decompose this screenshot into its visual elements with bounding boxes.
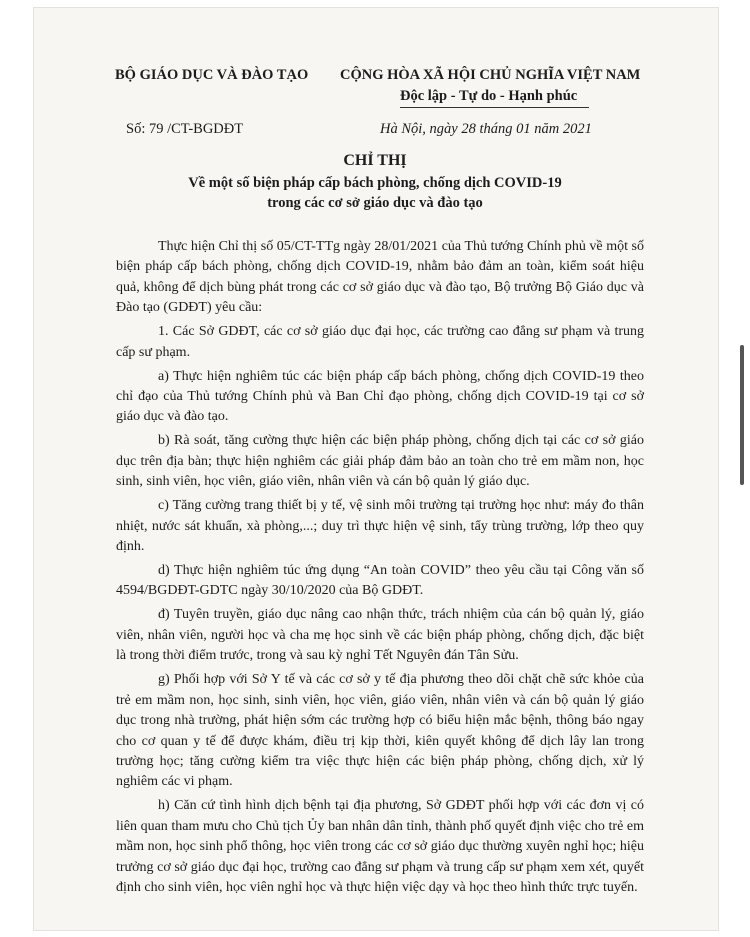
paragraph-item-b: b) Rà soát, tăng cường thực hiện các biện pháp phòng, chống dịch tại các cơ sở giáo dục trên địa bàn; thực hiện nghiêm các giải pháp đảm bảo an toàn cho trẻ em mầm non, học sinh, sinh viên, học viên, giáo viên, nhân viên và cán bộ quản lý giáo dục. <box>116 433 644 490</box>
paragraph-item-a: a) Thực hiện nghiêm túc các biện pháp cấp bách phòng, chống dịch COVID-19 theo chỉ đạo của Thủ tướng Chính phủ và Ban Chỉ đạo phòng, chống dịch COVID-19 tại cơ sở giáo dục và đào tạo. <box>116 368 644 425</box>
document-title: CHỈ THỊ <box>343 152 407 169</box>
paragraph-section-1: 1. Các Sở GDĐT, các cơ sở giáo dục đại học, các trường cao đẳng sư phạm và trung cấp sư phạm. <box>116 324 644 360</box>
scrollbar-thumb[interactable] <box>740 345 744 485</box>
paragraph-item-g: g) Phối hợp với Sở Y tế và các cơ sở y tế địa phương theo dõi chặt chẽ sức khỏe của trẻ em mầm non, học sinh, sinh viên, học viên, giáo viên, nhân viên và cán bộ quản lý giáo dục trong nhà trường, phát hiện sớm các trường hợp có biểu hiện mắc bệnh, thông báo ngay cho cơ quan y tế để được khám, điều trị kịp thời, kiên quyết không để dịch lây lan trong trường học; tăng cường kiểm tra việc thực hiện các biện pháp phòng, chống dịch, xử lý nghiêm các vi phạm. <box>116 672 644 790</box>
place-date: Hà Nội, ngày 28 tháng 01 năm 2021 <box>380 121 592 137</box>
document-body <box>116 237 644 902</box>
motto-underline <box>400 107 589 108</box>
paragraph-item-dd: đ) Tuyên truyền, giáo dục nâng cao nhận thức, trách nhiệm của cán bộ quản lý, giáo viên, nhân viên, người học và cha mẹ học sinh về các biện pháp phòng, chống dịch, đặc biệt là trong thời điểm trước, trong và sau kỳ nghỉ Tết Nguyên đán Tân Sửu. <box>116 607 644 664</box>
document-subtitle-line-2: trong các cơ sở giáo dục và đào tạo <box>267 195 483 211</box>
republic-name: CỘNG HÒA XÃ HỘI CHỦ NGHĨA VIỆT NAM <box>340 67 641 83</box>
national-motto: Độc lập - Tự do - Hạnh phúc <box>400 88 578 104</box>
ministry-name: BỘ GIÁO DỤC VÀ ĐÀO TẠO <box>115 67 309 83</box>
paragraph-item-c: c) Tăng cường trang thiết bị y tế, vệ sinh môi trường tại trường học như: máy đo thân nhiệt, nước sát khuẩn, xà phòng,...; duy trì thực hiện vệ sinh, tẩy trùng trường, lớp theo quy định. <box>116 498 644 555</box>
document-number: Số: 79 /CT-BGDĐT <box>126 121 244 137</box>
paragraph-item-h: h) Căn cứ tình hình dịch bệnh tại địa phương, Sở GDĐT phối hợp với các đơn vị có liên quan tham mưu cho Chủ tịch Ủy ban nhân dân tỉnh, thành phố quyết định việc cho trẻ em mầm non, học sinh phổ thông, học viên trong các cơ sở giáo dục thường xuyên nghỉ học; hiệu trưởng cơ sở giáo dục đại học, trường cao đẳng sư phạm và trung cấp sư phạm xem xét, quyết định cho sinh viên, học viên nghỉ học và thực hiện việc dạy và học theo hình thức trực tuyến. <box>116 798 644 895</box>
paragraph-item-d: d) Thực hiện nghiêm túc ứng dụng “An toàn COVID” theo yêu cầu tại Công văn số 4594/BGDĐT-GDTC ngày 30/10/2020 của Bộ GDĐT. <box>116 563 644 599</box>
paragraph-intro: Thực hiện Chỉ thị số 05/CT-TTg ngày 28/01/2021 của Thủ tướng Chính phủ về một số biện pháp cấp bách phòng, chống dịch COVID-19, nhằm bảo đảm an toàn, kiểm soát hiệu quả, không để dịch bùng phát trong các cơ sở giáo dục và đào tạo, Bộ trưởng Bộ Giáo dục và Đào tạo (GDĐT) yêu cầu: <box>116 239 644 316</box>
document-subtitle-line-1: Về một số biện pháp cấp bách phòng, chống dịch COVID-19 <box>188 175 562 191</box>
